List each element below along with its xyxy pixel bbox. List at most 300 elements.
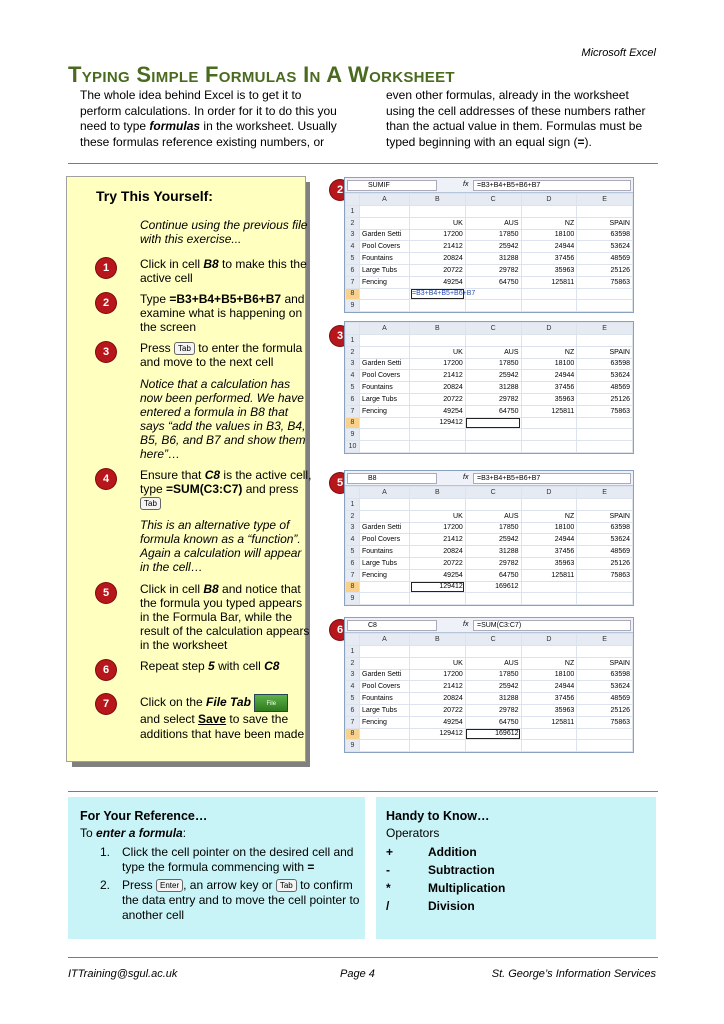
step-3-text (140, 341, 312, 369)
text-fragment: Ensure that (140, 468, 205, 482)
cell: 20722 (410, 393, 466, 405)
column-header: A (360, 323, 410, 335)
step-3-note: Notice that a calculation has now been performed. We have entered a formula in B8 that says “add the values in B3, B4, B5, B6, and B7 and show them here”… (140, 377, 306, 461)
intro-col-2 (386, 88, 666, 150)
cell: 35963 (521, 393, 577, 405)
cell: 24944 (521, 681, 577, 693)
column-header (346, 634, 360, 646)
grid-row (346, 346, 633, 358)
intro-line: perform calculations. In order for it to do this you (80, 103, 337, 118)
text-fragment: , an arrow key or (183, 878, 276, 892)
cell: 48569 (577, 693, 633, 705)
formula-value: =B3+B4+B5+B6+B7 (473, 180, 631, 191)
cell (410, 300, 466, 312)
row-header: 4 (346, 241, 360, 253)
cell: 48569 (577, 546, 633, 558)
cell: 25942 (465, 681, 521, 693)
intro-line: these formulas reference existing numbers, or (80, 134, 325, 149)
cell (521, 300, 577, 312)
cell (521, 728, 577, 740)
row-header: 1 (346, 646, 360, 658)
text-fragment (203, 582, 218, 596)
cell: Pool Covers (360, 681, 410, 693)
cell: 64750 (465, 405, 521, 417)
grid-row (346, 634, 633, 646)
column-header: B (410, 487, 466, 499)
grid-row (346, 441, 633, 453)
cell: 21412 (410, 534, 466, 546)
cell (465, 300, 521, 312)
worksheet-grid (345, 193, 633, 312)
cell: 63598 (577, 522, 633, 534)
row-header: 9 (346, 593, 360, 605)
cell (521, 429, 577, 441)
grid-row (346, 429, 633, 441)
text-fragment (206, 695, 251, 709)
cell: NZ (521, 217, 577, 229)
text-fragment (149, 119, 200, 133)
try-lead: Continue using the previous file with this exercise... (140, 218, 308, 246)
reference-item-1 (122, 845, 362, 875)
formula-bar (345, 178, 633, 193)
formula-value: =SUM(C3:C7) (473, 620, 631, 631)
divider (68, 957, 658, 958)
cell: 37456 (521, 693, 577, 705)
grid-row (346, 728, 633, 740)
cell (360, 300, 410, 312)
grid-row (346, 499, 633, 511)
text-fragment: =SUM(C3:C7) (166, 482, 243, 496)
cell (465, 646, 521, 658)
cell: 25126 (577, 557, 633, 569)
cell: Fountains (360, 546, 410, 558)
column-header: E (577, 487, 633, 499)
row-header: 7 (346, 405, 360, 417)
row-header: 3 (346, 358, 360, 370)
row-header: 2 (346, 346, 360, 358)
row-header: 6 (346, 704, 360, 716)
cell: 21412 (410, 241, 466, 253)
enter-key-icon: Enter (156, 879, 183, 892)
row-header: 6 (346, 264, 360, 276)
cell: 20824 (410, 693, 466, 705)
grid-row (346, 487, 633, 499)
grid-row (346, 581, 633, 593)
cell (410, 646, 466, 658)
text-fragment: C8 (264, 659, 280, 673)
text-fragment: is the active cell, type (140, 468, 312, 496)
column-header: D (521, 634, 577, 646)
column-header: D (521, 194, 577, 206)
text-fragment: Click the cell pointer on the desired cell and type the formula commencing with (122, 845, 354, 874)
intro-line: ). (584, 134, 592, 149)
cell (465, 335, 521, 347)
step-7-text (140, 694, 312, 742)
handy-heading: Handy to Know… (386, 809, 490, 823)
text-fragment: Save (198, 712, 227, 726)
intro-col-1 (80, 88, 360, 150)
text-fragment: to confirm the data entry and to move the cell pointer to another cell (122, 878, 360, 922)
reference-item-2-num: 2. (100, 878, 111, 892)
cell: AUS (465, 217, 521, 229)
divider (68, 791, 658, 792)
cell: Garden Setti (360, 522, 410, 534)
cell: 35963 (521, 704, 577, 716)
text-fragment: File Tab (206, 695, 251, 710)
cell: Fountains (360, 693, 410, 705)
cell: SPAIN (577, 346, 633, 358)
fx-icon: fx (463, 181, 469, 188)
cell: 75863 (577, 276, 633, 288)
text-fragment: and press (242, 482, 299, 496)
intro-line: using the cell addresses of these numbers rather (386, 103, 646, 118)
cell-b8: 129412 (410, 581, 466, 593)
page-title: Typing Simple Formulas In A Worksheet (68, 62, 455, 87)
column-header: C (465, 487, 521, 499)
row-header: 9 (346, 740, 360, 752)
cell (360, 441, 410, 453)
row-header: 1 (346, 499, 360, 511)
grid-row (346, 557, 633, 569)
column-header: B (410, 323, 466, 335)
cell-b8: 129412 (410, 417, 466, 429)
cell: 29782 (465, 557, 521, 569)
text-fragment: Type (140, 292, 170, 306)
cell: 17200 (410, 669, 466, 681)
cell: 20722 (410, 557, 466, 569)
cell: 29782 (465, 264, 521, 276)
worksheet-grid (345, 486, 633, 605)
cell: Pool Covers (360, 370, 410, 382)
row-header: 3 (346, 229, 360, 241)
cell (410, 335, 466, 347)
reference-heading: For Your Reference… (80, 809, 208, 823)
text-fragment (205, 468, 220, 482)
name-box: C8 (347, 620, 437, 631)
row-header: 5 (346, 546, 360, 558)
intro-emph: = (577, 134, 585, 149)
cell: NZ (521, 346, 577, 358)
grid-row (346, 206, 633, 218)
cell-b8: 129412 (410, 728, 466, 740)
cell (577, 593, 633, 605)
row-header: 4 (346, 534, 360, 546)
text-fragment: C8 (204, 468, 221, 482)
reference-item-2 (122, 878, 362, 923)
row-header: 4 (346, 681, 360, 693)
cell: 37456 (521, 382, 577, 394)
cell (577, 206, 633, 218)
cell: Large Tubs (360, 704, 410, 716)
row-header: 8 (346, 417, 360, 429)
cell (577, 728, 633, 740)
text-fragment (208, 659, 215, 673)
step-badge-5: 5 (96, 583, 116, 603)
reference-to (80, 826, 186, 841)
cell (521, 288, 577, 300)
fx-icon: fx (463, 474, 469, 481)
cell: AUS (465, 346, 521, 358)
grid-row (346, 417, 633, 429)
cell (410, 740, 466, 752)
header-app-name: Microsoft Excel (581, 47, 656, 59)
cell-b8: =B3+B4+B5+B6+B7 (410, 288, 466, 300)
cell: 48569 (577, 382, 633, 394)
footer-org: St. George’s Information Services (491, 968, 656, 980)
cell (360, 728, 410, 740)
cell (521, 646, 577, 658)
cell: SPAIN (577, 510, 633, 522)
grid-row (346, 393, 633, 405)
row-header: 8 (346, 581, 360, 593)
cell: Fencing (360, 716, 410, 728)
grid-row (346, 253, 633, 265)
row-header: 3 (346, 522, 360, 534)
column-header: B (410, 634, 466, 646)
operator-symbol: + (386, 845, 394, 859)
step-badge-6: 6 (96, 660, 116, 680)
column-header: C (465, 634, 521, 646)
cell: 20824 (410, 546, 466, 558)
cell: 17200 (410, 522, 466, 534)
cell: AUS (465, 657, 521, 669)
shot-badge-2: 2 (330, 180, 350, 200)
cell (360, 206, 410, 218)
grid-row (346, 370, 633, 382)
cell: 31288 (465, 546, 521, 558)
row-header: 2 (346, 657, 360, 669)
text-fragment: to save the additions that have been made (140, 712, 305, 741)
cell: UK (410, 217, 466, 229)
cell: Garden Setti (360, 669, 410, 681)
grid-row (346, 405, 633, 417)
intro-line: even other formulas, already in the worksheet (386, 88, 629, 102)
intro-line: in the worksheet. Usually (200, 119, 337, 133)
grid-row (346, 593, 633, 605)
cell: 18100 (521, 669, 577, 681)
cell: UK (410, 510, 466, 522)
grid-row (346, 264, 633, 276)
cell (360, 581, 410, 593)
row-header: 4 (346, 370, 360, 382)
row-header: 2 (346, 510, 360, 522)
column-header (346, 323, 360, 335)
grid-row (346, 704, 633, 716)
cell: 25126 (577, 264, 633, 276)
cell (410, 593, 466, 605)
cell: 25126 (577, 704, 633, 716)
cell: UK (410, 657, 466, 669)
cell: 31288 (465, 253, 521, 265)
text-fragment: 5 (208, 659, 215, 673)
grid-row (346, 657, 633, 669)
step-badge-4: 4 (96, 469, 116, 489)
cell: 35963 (521, 264, 577, 276)
cell: Fencing (360, 276, 410, 288)
step-4-note: This is an alternative type of formula known as a “function”. Again a calculation will appear in the cell… (140, 518, 302, 574)
cell: Fencing (360, 569, 410, 581)
text-fragment (96, 826, 183, 840)
row-header: 6 (346, 393, 360, 405)
cell: 24944 (521, 241, 577, 253)
grid-row (346, 358, 633, 370)
cell (360, 499, 410, 511)
formula-bar (345, 618, 633, 633)
divider (68, 163, 658, 164)
cell: 64750 (465, 716, 521, 728)
cell: 63598 (577, 669, 633, 681)
column-header: A (360, 487, 410, 499)
text-fragment: To (80, 826, 97, 840)
cell: 37456 (521, 253, 577, 265)
reference-item-1-num: 1. (100, 845, 111, 859)
cell: 20722 (410, 704, 466, 716)
row-header: 7 (346, 716, 360, 728)
text-fragment: = (307, 860, 315, 874)
cell: 63598 (577, 358, 633, 370)
grid-row (346, 546, 633, 558)
row-header: 8 (346, 288, 360, 300)
cell (410, 429, 466, 441)
cell: 25942 (465, 534, 521, 546)
cell (577, 740, 633, 752)
cell: Fencing (360, 405, 410, 417)
text-fragment (203, 257, 218, 271)
cell (465, 441, 521, 453)
column-header: E (577, 194, 633, 206)
grid-row (346, 194, 633, 206)
cell (360, 740, 410, 752)
step-1-text (140, 257, 312, 285)
cell: Fountains (360, 253, 410, 265)
cell (577, 646, 633, 658)
text-fragment: B8 (203, 257, 219, 271)
operator-name: Addition (428, 845, 477, 859)
cell: 53624 (577, 241, 633, 253)
text-fragment: Click in cell (140, 582, 204, 596)
row-header: 5 (346, 253, 360, 265)
intro-line: than the actual value in them. Formulas must be (386, 119, 643, 133)
cell: 20824 (410, 382, 466, 394)
try-heading: Try This Yourself: (96, 188, 213, 204)
column-header: C (465, 194, 521, 206)
operator-name: Subtraction (428, 863, 495, 877)
grid-row (346, 669, 633, 681)
row-header: 2 (346, 217, 360, 229)
grid-row (346, 522, 633, 534)
text-fragment: with cell (214, 659, 265, 673)
row-header: 8 (346, 728, 360, 740)
grid-row (346, 681, 633, 693)
cell (577, 288, 633, 300)
cell (360, 346, 410, 358)
cell: 18100 (521, 522, 577, 534)
cell: 17850 (465, 229, 521, 241)
grid-row (346, 740, 633, 752)
shot-badge-6: 6 (330, 620, 350, 640)
cell (410, 441, 466, 453)
row-header: 9 (346, 429, 360, 441)
cell: NZ (521, 657, 577, 669)
column-header: A (360, 194, 410, 206)
cell: 20722 (410, 264, 466, 276)
tab-key-icon: Tab (174, 342, 195, 355)
footer-email: ITTraining@sgul.ac.uk (68, 968, 178, 980)
cell (360, 510, 410, 522)
cell (465, 206, 521, 218)
worksheet-grid (345, 633, 633, 752)
cell: 75863 (577, 405, 633, 417)
cell: 31288 (465, 382, 521, 394)
shot-badge-5: 5 (330, 473, 350, 493)
cell: AUS (465, 510, 521, 522)
cell: 17850 (465, 669, 521, 681)
intro-emph: formulas (149, 119, 201, 133)
cell: 75863 (577, 716, 633, 728)
column-header: B (410, 194, 466, 206)
cell: 125811 (521, 716, 577, 728)
cell: 24944 (521, 534, 577, 546)
text-fragment: Click in cell (140, 257, 204, 271)
column-header: E (577, 323, 633, 335)
column-header: C (465, 323, 521, 335)
cell (577, 417, 633, 429)
text-fragment: to make this the active cell (140, 257, 307, 285)
cell: 25942 (465, 370, 521, 382)
cell: 35963 (521, 557, 577, 569)
cell: 53624 (577, 534, 633, 546)
cell: 125811 (521, 405, 577, 417)
text-fragment: enter a formula (96, 826, 183, 840)
text-fragment: and notice that the formula you typed appears in the Formula Bar, while the result of the calculation appears in the worksheet (140, 582, 310, 652)
text-fragment: : (182, 826, 187, 840)
row-header: 7 (346, 569, 360, 581)
cell (410, 206, 466, 218)
cell: 18100 (521, 229, 577, 241)
text-fragment: Click on the (140, 695, 207, 710)
cell: 53624 (577, 370, 633, 382)
grid-row (346, 716, 633, 728)
text-fragment: Press (122, 878, 157, 892)
footer-page: Page 4 (340, 968, 375, 980)
cell-c8: 169612 (465, 728, 521, 740)
cell-c8: 169612 (465, 581, 521, 593)
cell: Pool Covers (360, 534, 410, 546)
grid-row (346, 229, 633, 241)
cell (360, 288, 410, 300)
text-fragment: to enter the formula and move to the next cell (140, 341, 303, 370)
cell: 29782 (465, 393, 521, 405)
cell: 49254 (410, 405, 466, 417)
intro-line: The whole idea behind Excel is to get it to (80, 88, 302, 102)
cell (521, 581, 577, 593)
intro-line: typed beginning with an equal sign ( (386, 134, 578, 149)
shot-badge-3: 3 (330, 326, 350, 346)
tab-key-icon: Tab (276, 879, 297, 892)
cell: 17200 (410, 358, 466, 370)
step-4-text (140, 468, 312, 510)
text-fragment (264, 659, 279, 673)
worksheet-grid (345, 322, 633, 453)
cell: 37456 (521, 546, 577, 558)
cell: 17200 (410, 229, 466, 241)
cell (577, 441, 633, 453)
cell (360, 335, 410, 347)
formula-bar (345, 471, 633, 486)
cell (521, 441, 577, 453)
cell (465, 429, 521, 441)
grid-row (346, 241, 633, 253)
